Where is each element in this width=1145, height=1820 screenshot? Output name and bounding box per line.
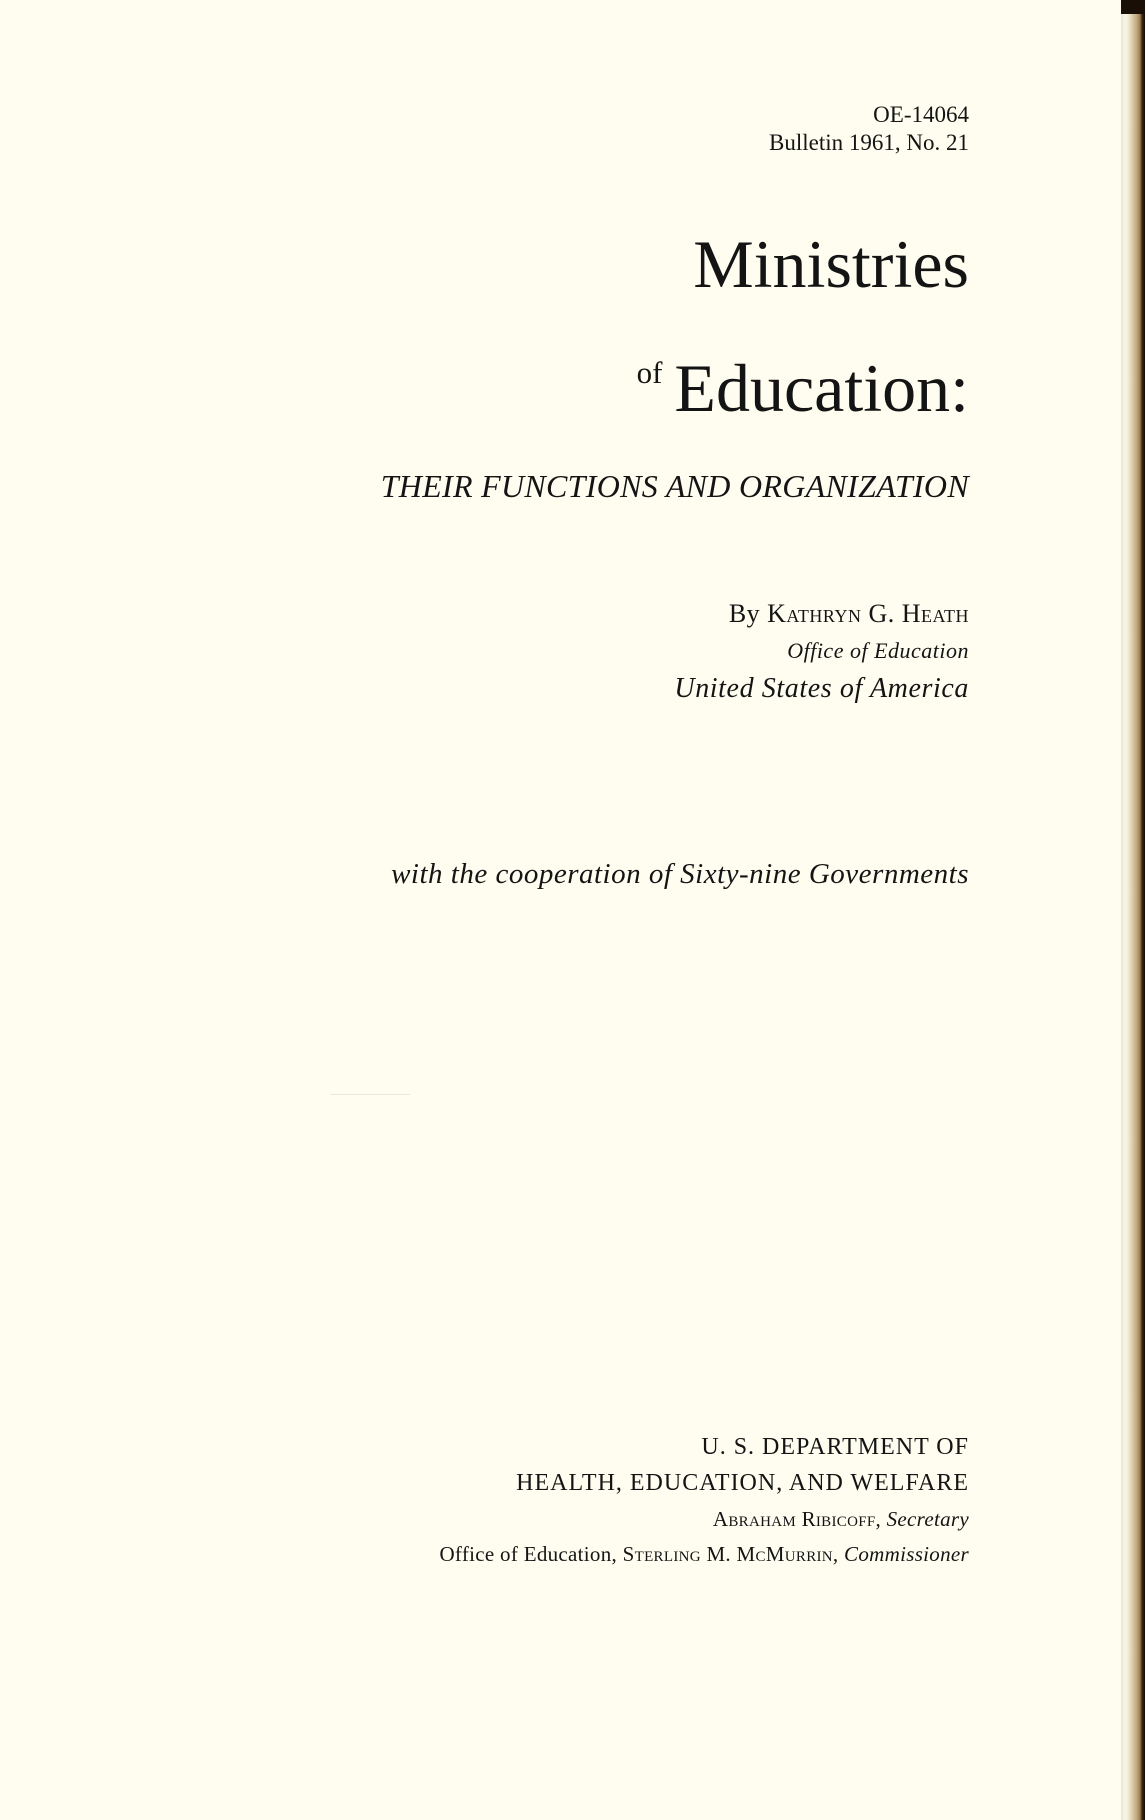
author-country: United States of America [674,673,969,704]
subtitle: THEIR FUNCTIONS AND ORGANIZATION [380,468,969,504]
author-name: Kathryn G. Heath [767,599,969,628]
cooperation-line: with the cooperation of Sixty-nine Governments [391,858,969,890]
commissioner-line [439,1540,969,1568]
author-office: Office of Education [787,638,969,663]
secretary-name: Abraham Ribicoff, [712,1507,882,1531]
author-line [729,598,969,630]
faint-rule [330,1094,410,1095]
page-edge [1121,0,1145,1820]
department-line-1: U. S. DEPARTMENT OF [701,1434,969,1460]
title-line-1: Ministries [693,226,969,302]
commissioner-title: Commissioner [844,1542,969,1566]
document-number: OE-14064 [873,102,969,127]
department-line-2: HEALTH, EDUCATION, AND WELFARE [516,1470,969,1496]
title-of: of [636,355,663,390]
author-by: By [728,599,761,628]
page-corner-shadow [1121,0,1145,14]
bulletin-number: Bulletin 1961, No. 21 [769,130,969,155]
office-prefix: Office of Education, [439,1542,618,1566]
title-education: Education: [674,350,969,426]
commissioner-name: Sterling M. McMurrin, [622,1542,839,1566]
secretary-line [713,1505,969,1533]
secretary-title: Secretary [886,1507,969,1531]
title-line-2 [637,348,969,441]
